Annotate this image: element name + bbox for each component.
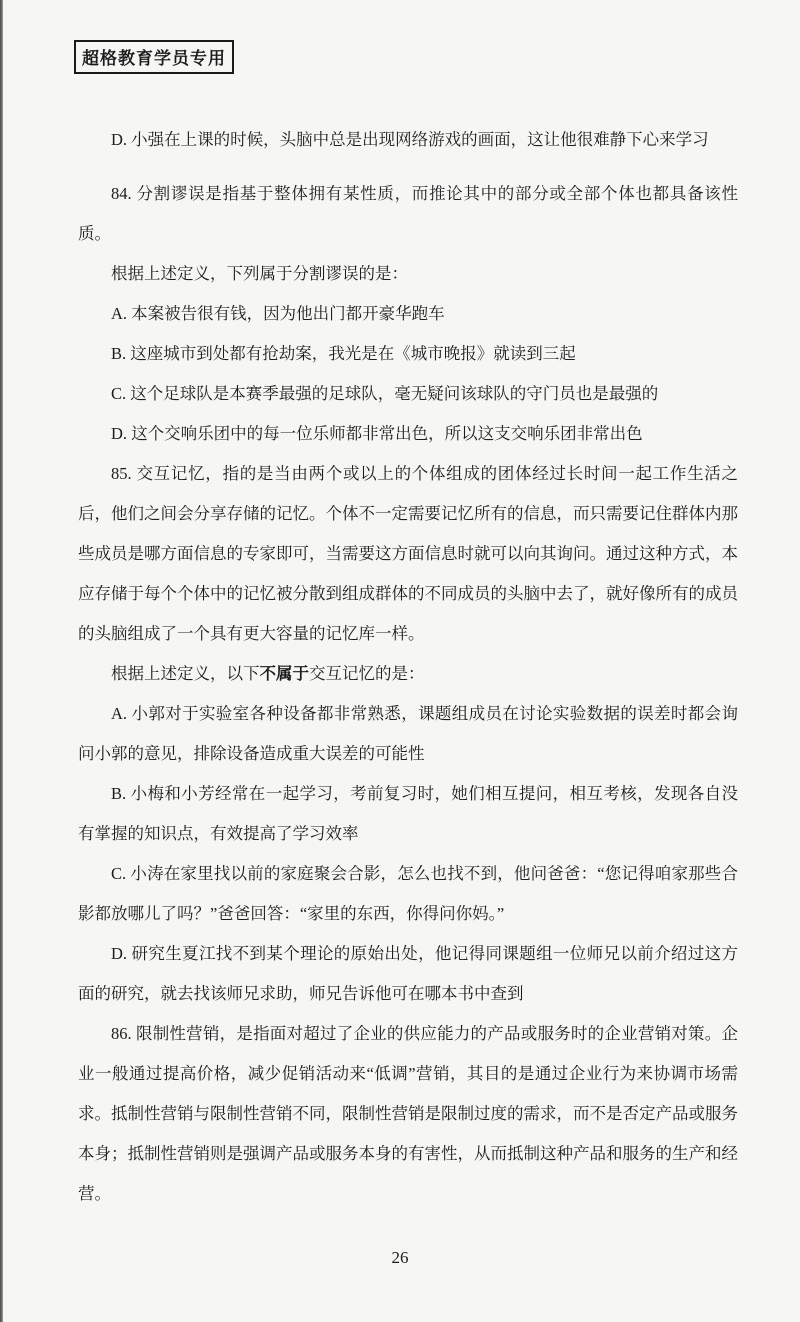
question-85-option-b: B. 小梅和小芳经常在一起学习，考前复习时，她们相互提问，相互考核，发现各自没有掌握的知识点，有效提高了学习效率 [78,784,738,843]
question-85-option-a: A. 小郭对于实验室各种设备都非常熟悉，课题组成员在讨论实验数据的误差时都会询问小郭的意见，排除设备造成重大误差的可能性 [78,704,738,763]
page-number: 26 [391,1248,409,1267]
question-84-option-a: A. 本案被告很有钱，因为他出门都开豪华跑车 [111,304,445,323]
question-86-stem: 86. 限制性营销，是指面对超过了企业的供应能力的产品或服务时的企业营销对策。企业一般通过提高价格，减少促销活动来“低调”营销，其目的是通过企业行为来协调市场需求。抵制性营销与限制性营销不同，限制性营销是限制过度的需求，而不是否定产品或服务本身；抵制性营销则是强调产品或服务本身的有害性，从而抵制这种产品和服务的生产和经营。 [78,1024,738,1203]
question-84-prompt: 根据上述定义，下列属于分割谬误的是： [111,264,408,283]
question-84-option-d: D. 这个交响乐团中的每一位乐师都非常出色，所以这支交响乐团非常出色 [111,424,643,443]
question-84-stem: 84. 分割谬误是指基于整体拥有某性质，而推论其中的部分或全部个体也都具备该性质。 [78,184,738,243]
question-85-option-d: D. 研究生夏江找不到某个理论的原始出处，他记得同课题组一位师兄以前介绍过这方面的研究，就去找该师兄求助，师兄告诉他可在哪本书中查到 [78,944,738,1003]
brand-badge: 超格教育学员专用 [74,40,234,74]
question-85-prompt-prefix: 根据上述定义，以下 [111,664,260,683]
document-body [78,120,738,1214]
question-84-option-c: C. 这个足球队是本赛季最强的足球队，毫无疑问该球队的守门员也是最强的 [111,384,659,403]
question-85-prompt [78,654,738,694]
prev-question-option-d: D. 小强在上课的时候，头脑中总是出现网络游戏的画面，这让他很难静下心来学习 [111,130,709,149]
question-84-option-b: B. 这座城市到处都有抢劫案，我光是在《城市晚报》就读到三起 [111,344,576,363]
question-85-prompt-suffix: 交互记忆的是： [309,664,425,683]
question-85-stem: 85. 交互记忆，指的是当由两个或以上的个体组成的团体经过长时间一起工作生活之后，他们之间会分享存储的记忆。个体不一定需要记忆所有的信息，而只需要记住群体内那些成员是哪方面信息的专家即可，当需要这方面信息时就可以向其询问。通过这种方式，本应存储于每个个体中的记忆被分散到组成群体的不同成员的头脑中去了，就好像所有的成员的头脑组成了一个具有更大容量的记忆库一样。 [78,464,738,643]
question-85-option-c: C. 小涛在家里找以前的家庭聚会合影，怎么也找不到，他问爸爸：“您记得咱家那些合影都放哪儿了吗？”爸爸回答：“家里的东西，你得问你妈。” [78,864,738,923]
question-85-prompt-emphasis: 不属于 [259,664,309,683]
